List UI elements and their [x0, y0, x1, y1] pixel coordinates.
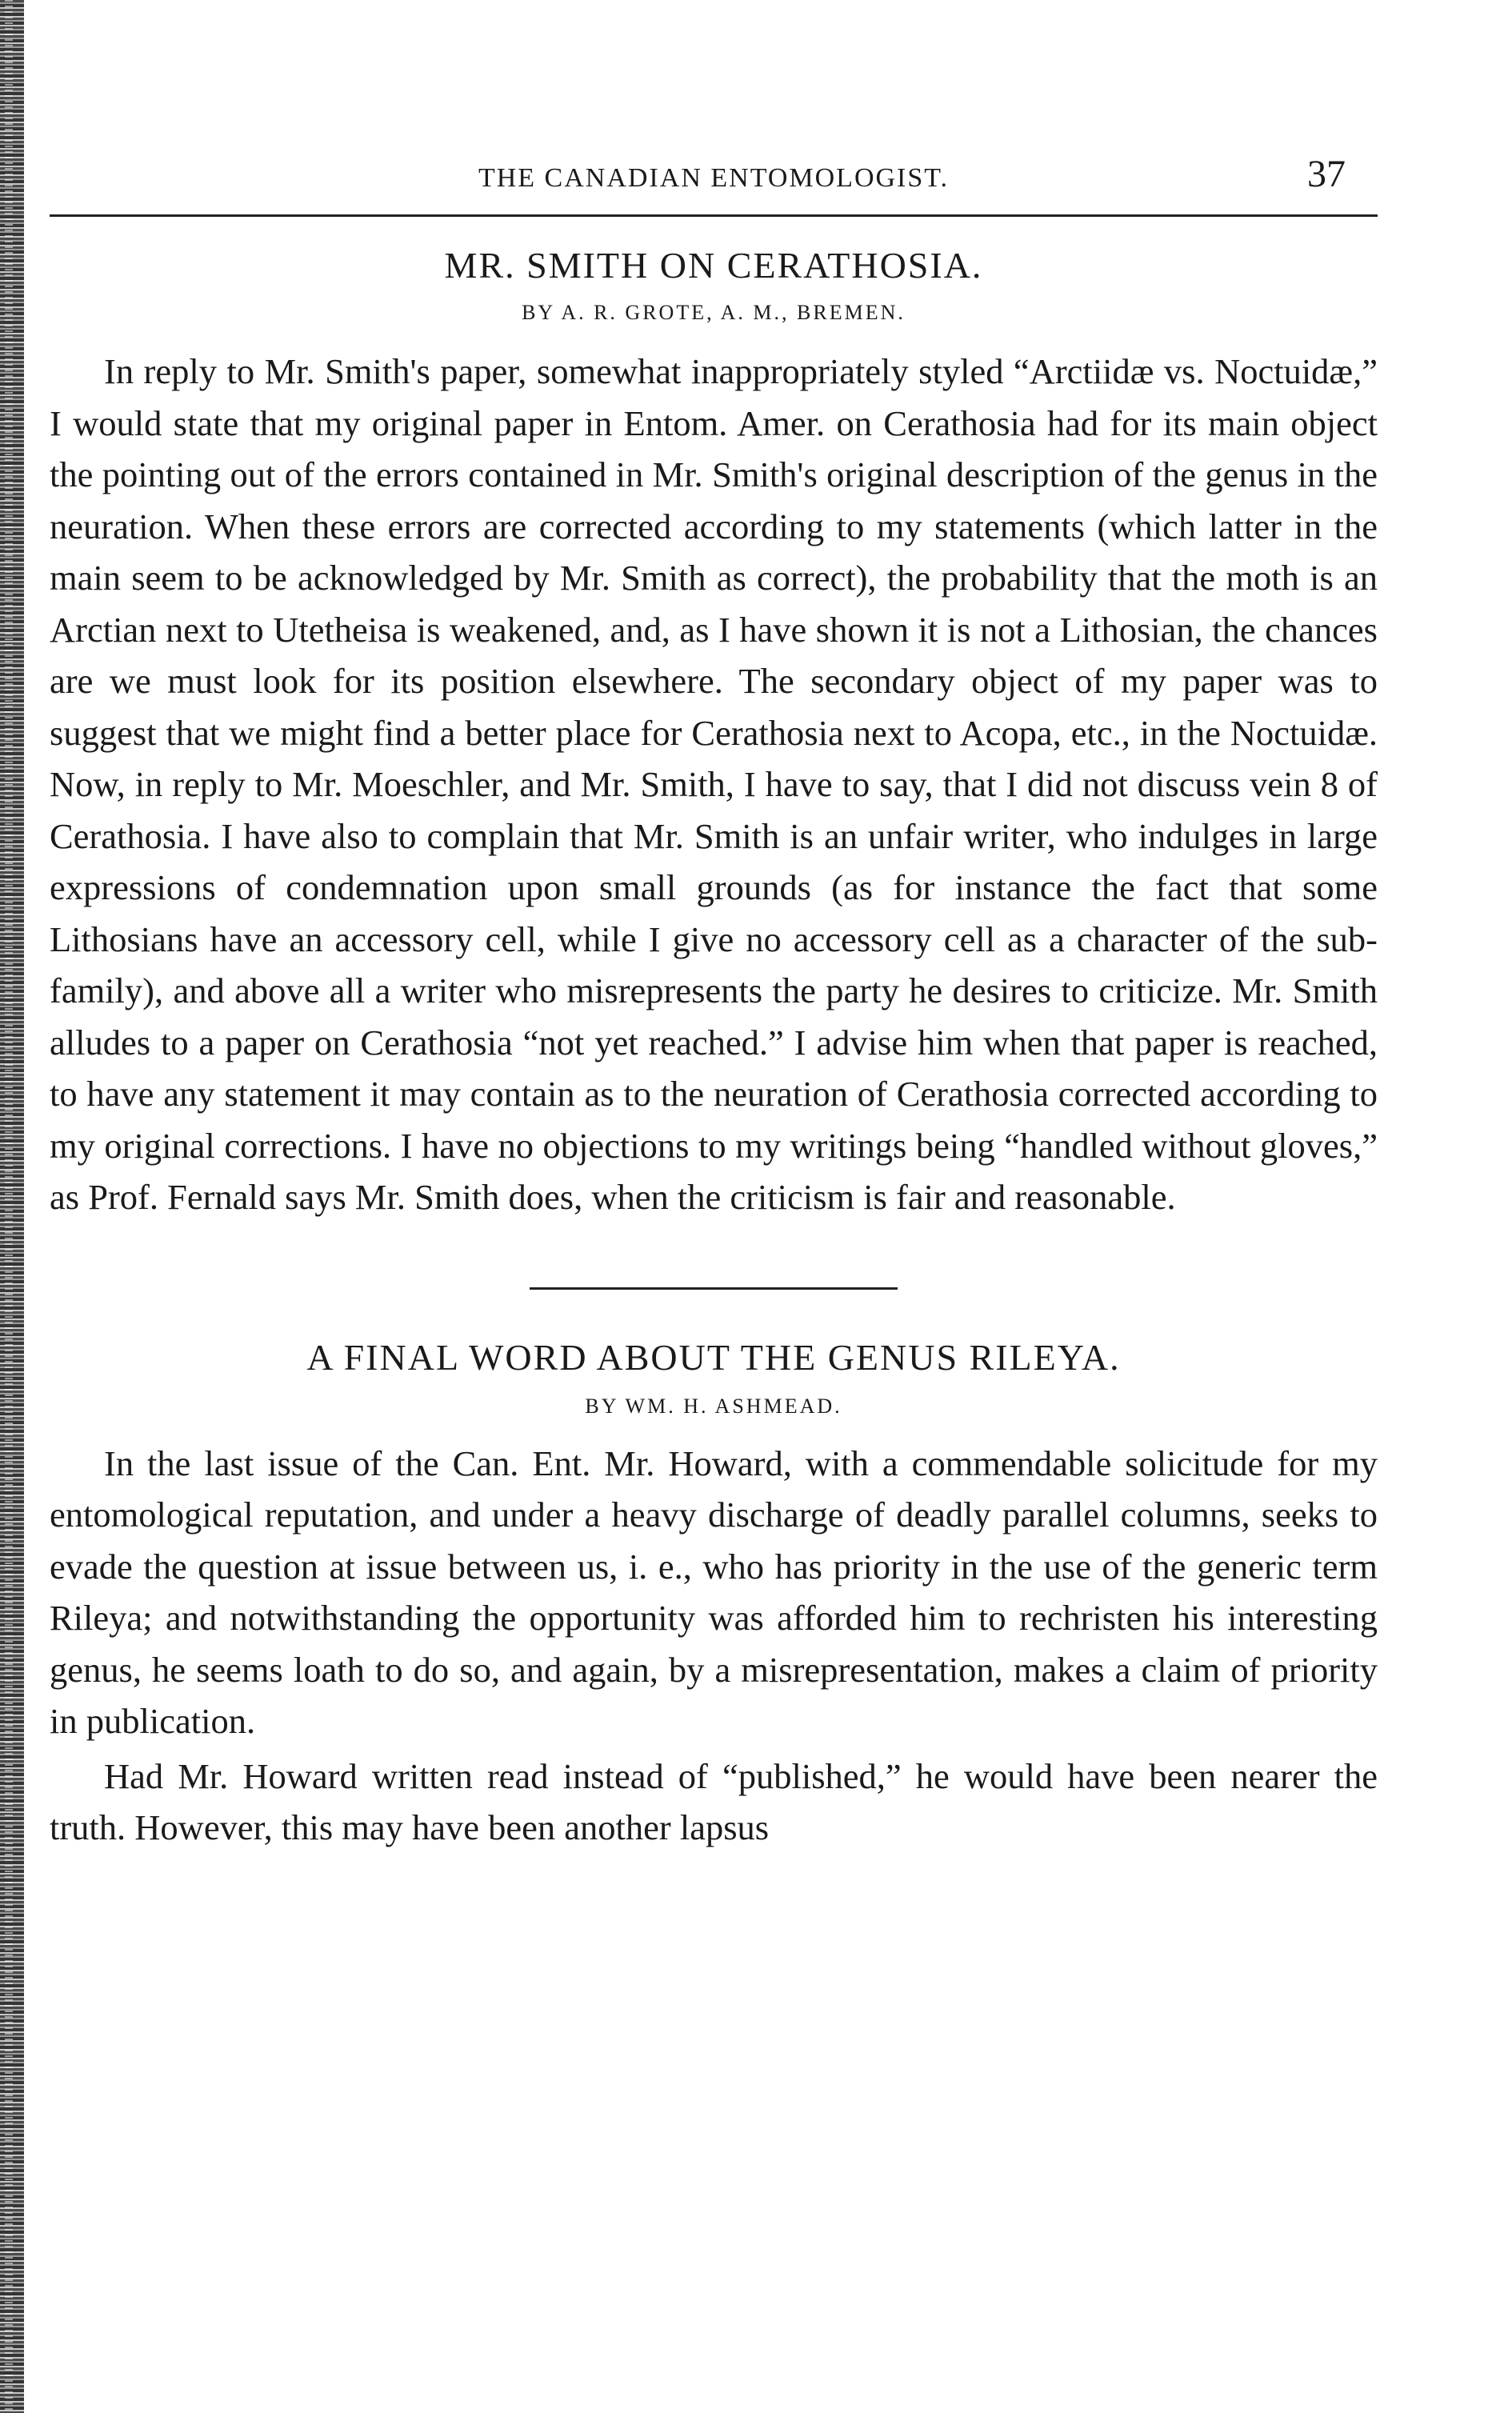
article-title: MR. SMITH ON CERATHOSIA.	[444, 245, 983, 286]
page-number: 37	[1307, 153, 1346, 195]
binding-edge	[0, 0, 24, 2413]
article-paragraph: Had Mr. Howard written read instead of “published,” he would have been nearer the truth. However, this may have been another lapsus	[50, 1755, 1378, 1847]
article-paragraph: In reply to Mr. Smith's paper, somewhat inappropriately styled “Arctiidæ vs. Noctuidæ,” I would state that my original paper in Entom. Amer. on Cerathosia had for its main object the pointing out of the errors contained in Mr. Smith's original description of the genus in the neuration. When these errors are corrected according to my statements (which latter in the main seem to be acknowledged by Mr. Smith as correct), the probability that the moth is an Arctian next to Utetheisa is weakened, and, as I have shown it is not a Lithosian, the chances are we must look for its position elsewhere. The secondary object of my paper was to suggest that we might find a better place for Cerathosia next to Acopa, etc., in the Noctuidæ. Now, in reply to Mr. Moeschler, and Mr. Smith, I have to say, that I did not discuss vein 8 of Cerathosia. I have also to complain that Mr. Smith is an unfair writer, who indulges in large expressions of condemnation upon small grounds (as for instance the fact that some Lithosians have an accessory cell, while I give no accessory cell as a character of the sub-family), and above all a writer who misrepresents the party he desires to criticize. Mr. Smith alludes to a paper on Cerathosia “not yet reached.” I advise him when that paper is reached, to have any statement it may contain as to the neuration of Cerathosia corrected according to my original corrections. I have no objections to my writings being “handled without gloves,” as Prof. Fernald says Mr. Smith does, when the criticism is fair and reasonable.	[50, 351, 1378, 1217]
article-paragraph: In the last issue of the Can. Ent. Mr. Howard, with a commendable solicitude for my entomological reputation, and under a heavy discharge of deadly parallel columns, seeks to evade the question at issue between us, i. e., who has priority in the use of the generic term Rileya; and notwithstanding the opportunity was afforded him to rechristen his interesting genus, he seems loath to do so, and again, by a misrepresentation, makes a claim of priority in publication.	[50, 1443, 1378, 1741]
section-divider	[530, 1287, 898, 1290]
article-title: A FINAL WORD ABOUT THE GENUS RILEYA.	[306, 1336, 1121, 1378]
article-byline: BY WM. H. ASHMEAD.	[585, 1394, 842, 1418]
running-title: THE CANADIAN ENTOMOLOGIST.	[478, 163, 950, 193]
article-byline: BY A. R. GROTE, A. M., BREMEN.	[522, 301, 906, 324]
running-head	[50, 144, 1378, 200]
page	[50, 144, 1378, 1854]
article-rileya	[50, 1336, 1378, 1854]
article-cerathosia	[50, 244, 1378, 1223]
header-rule	[50, 214, 1378, 217]
